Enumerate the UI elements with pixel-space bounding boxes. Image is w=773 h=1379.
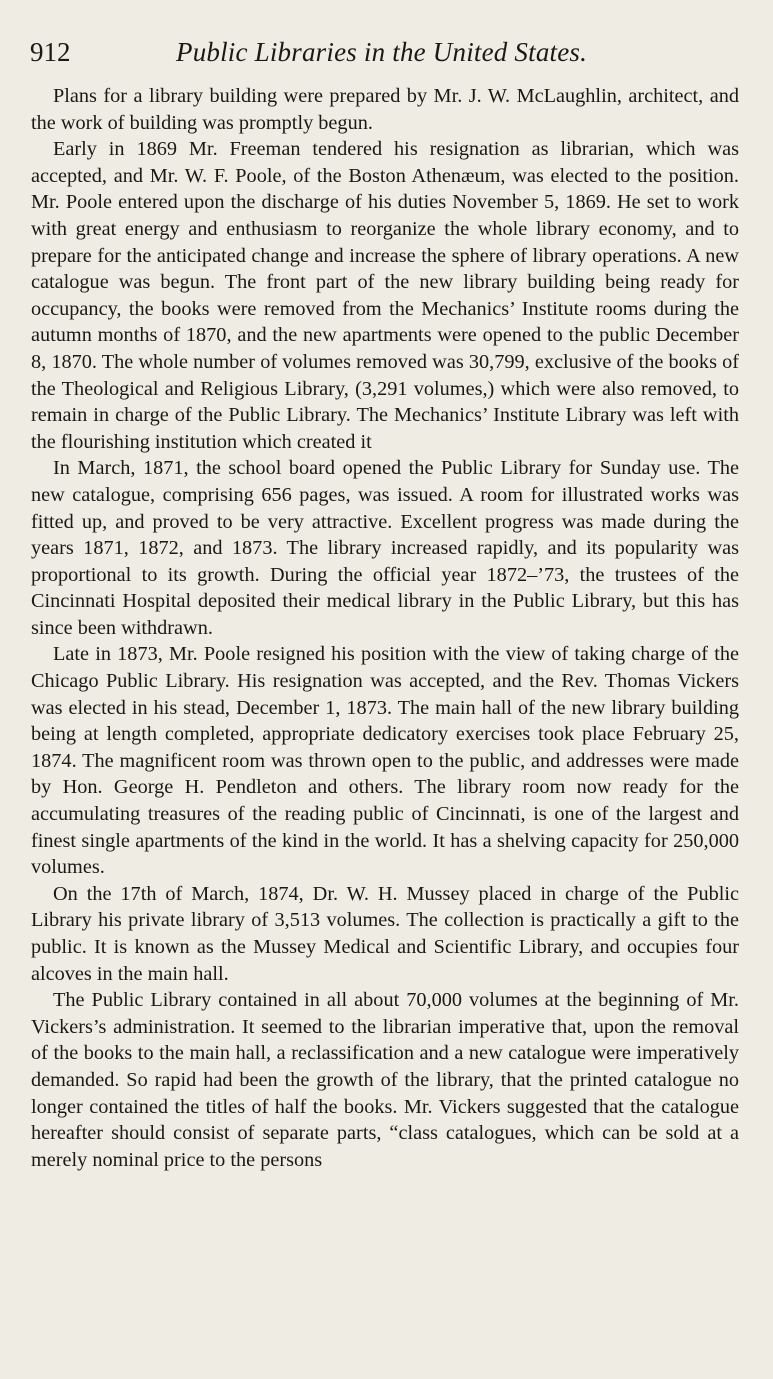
paragraph-vickers-main-hall: Late in 1873, Mr. Poole resigned his position with the view of taking charge of the Chicago Public Library. His resignation was accepted, and the Rev. Thomas Vickers was elected in his stead, December 1, 1873. The main hall of the new library building being at length completed, appropriate dedicatory exercises took place February 25, 1874. The magnificent room was thrown open to the public, and addresses were made by Hon. George H. Pendleton and others. The library room now ready for the accumulating treasures of the reading public of Cincinnati, is one of the largest and finest single apartments of the kind in the world. It has a shelving capacity for 250,000 volumes. (31, 643, 739, 879)
paragraph-building-plans: Plans for a library building were prepared by Mr. J. W. McLaughlin, architect, and the work of building was promptly begun. (31, 85, 739, 134)
page-number: 912 (30, 37, 71, 67)
body-text (31, 83, 739, 1173)
paragraph-poole-appointment: Early in 1869 Mr. Freeman tendered his resignation as librarian, which was accepted, and Mr. W. F. Poole, of the Boston Athenæum, was elected to the position. Mr. Poole entered upon the discharge of his duties November 5, 1869. He set to work with great energy and enthusiasm to reorganize the whole library economy, and to prepare for the anticipated change and increase the sphere of library operations. A new catalogue was begun. The front part of the new library building being ready for occupancy, the books were removed from the Mechanics’ Institute rooms during the autumn months of 1870, and the new apartments were opened to the public December 8, 1870. The whole number of volumes removed was 30,799, exclusive of the books of the Theological and Religious Library, (3,291 volumes,) which were also removed, to remain in charge of the Public Library. The Mechanics’ Institute Library was left with the flourishing institution which created it (31, 138, 739, 453)
paragraph-mussey-library: On the 17th of March, 1874, Dr. W. H. Mussey placed in charge of the Public Library his private library of 3,513 volumes. The collection is practically a gift to the public. It is known as the Mussey Medical and Scientific Library, and occupies four alcoves in the main hall. (31, 882, 739, 985)
paragraph-reclassification: The Public Library contained in all about 70,000 volumes at the beginning of Mr. Vickers’s administration. It seemed to the librarian imperative that, upon the removal of the books to the main hall, a reclassification and a new catalogue were imperatively demanded. So rapid had been the growth of the library, that the printed catalogue no longer contained the titles of half the books. Mr. Vickers suggested that the catalogue hereafter should consist of separate parts, “class catalogues, which can be sold at a merely nominal price to the persons (31, 989, 739, 1171)
page-header (30, 34, 742, 70)
paragraph-sunday-opening: In March, 1871, the school board opened the Public Library for Sunday use. The new catalogue, comprising 656 pages, was issued. A room for illustrated works was fitted up, and proved to be very attractive. Excellent progress was made during the years 1871, 1872, and 1873. The library increased rapidly, and its popularity was proportional to its growth. During the official year 1872–’73, the trustees of the Cincinnati Hospital deposited their medical library in the Public Library, but this has since been withdrawn. (31, 457, 739, 639)
running-title: Public Libraries in the United States. (176, 37, 588, 67)
